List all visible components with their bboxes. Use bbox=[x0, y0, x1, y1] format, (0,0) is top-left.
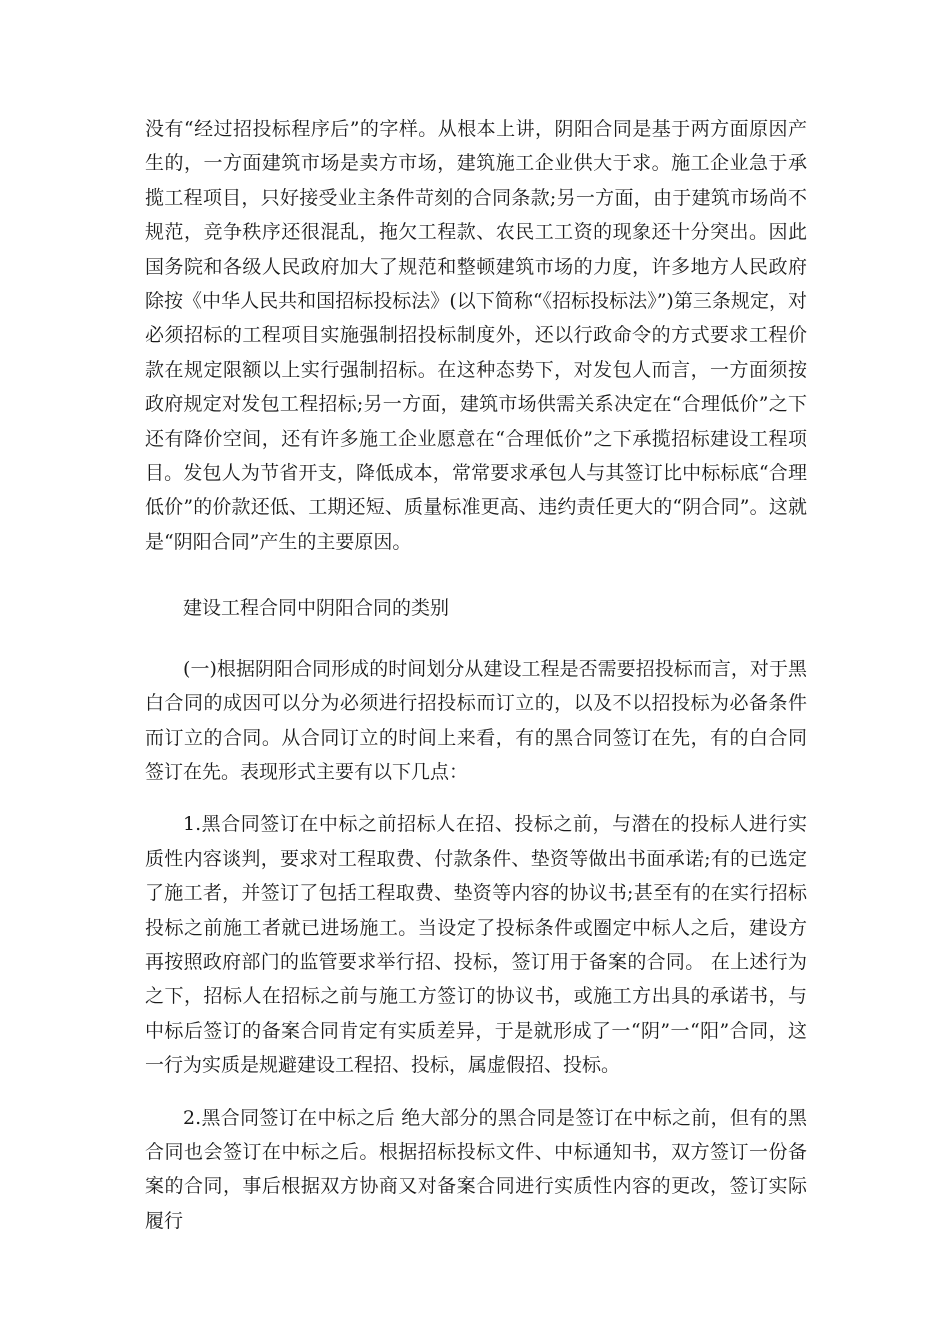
section-heading: 建设工程合同中阴阳合同的类别 bbox=[183, 597, 450, 620]
paragraph-point-1: 1.黑合同签订在中标之前招标人在招、投标之前，与潜在的投标人进行实质性内容谈判，要求对工程取费、付款条件、垫资等做出书面承诺;有的已选定了施工者，并签订了包括工程取费、垫资等内容的协议书;甚至有的在实行招标投标之前施工者就已进场施工。当设定了投标条件或圈定中标人之后，建设方再按照政府部门的监管要求举行招、投标，签订用于备案的合同。 在上述行为之下，招标人在招标之前与施工方签订的协议书，或施工方出具的承诺书，与中标后签订的备案合同肯定有实质差异，于是就形成了一“阴”一“阳”合同，这一行为实质是规避建设工程招、投标，属虚假招、投标。 bbox=[145, 813, 807, 1077]
document-body bbox=[145, 112, 807, 1238]
paragraph-classification-intro: (一)根据阴阳合同形成的时间划分从建设工程是否需要招投标而言，对于黑白合同的成因可以分为必须进行招投标而订立的，以及不以招投标为必备条件而订立的合同。从合同订立的时间上来看，有的黑合同签订在先，有的白合同签订在先。表现形式主要有以下几点： bbox=[145, 657, 807, 783]
paragraph-point-2: 2.黑合同签订在中标之后 绝大部分的黑合同是签订在中标之前，但有的黑合同也会签订在中标之后。根据招标投标文件、中标通知书，双方签订一份备案的合同，事后根据双方协商又对备案合同进行实质性内容的更改，签订实际履行 bbox=[145, 1106, 807, 1232]
paragraph-origin-causes: 没有“经过招投标程序后”的字样。从根本上讲，阴阳合同是基于两方面原因产生的，一方面建筑市场是卖方市场，建筑施工企业供大于求。施工企业急于承揽工程项目，只好接受业主条件苛刻的合同条款;另一方面，由于建筑市场尚不规范，竞争秩序还很混乱，拖欠工程款、农民工工资的现象还十分突出。因此国务院和各级人民政府加大了规范和整顿建筑市场的力度，许多地方人民政府除按《中华人民共和国招标投标法》(以下简称“《招标投标法》”)第三条规定，对必须招标的工程项目实施强制招投标制度外，还以行政命令的方式要求工程价款在规定限额以上实行强制招标。在这种态势下，对发包人而言，一方面须按政府规定对发包工程招标;另一方面，建筑市场供需关系决定在“合理低价”之下还有降价空间，还有许多施工企业愿意在“合理低价”之下承揽招标建设工程项目。发包人为节省开支，降低成本，常常要求承包人与其签订比中标标底“合理低价”的价款还低、工期还短、质量标准更高、违约责任更大的“阴合同”。这就是“阴阳合同”产生的主要原因。 bbox=[145, 118, 807, 553]
